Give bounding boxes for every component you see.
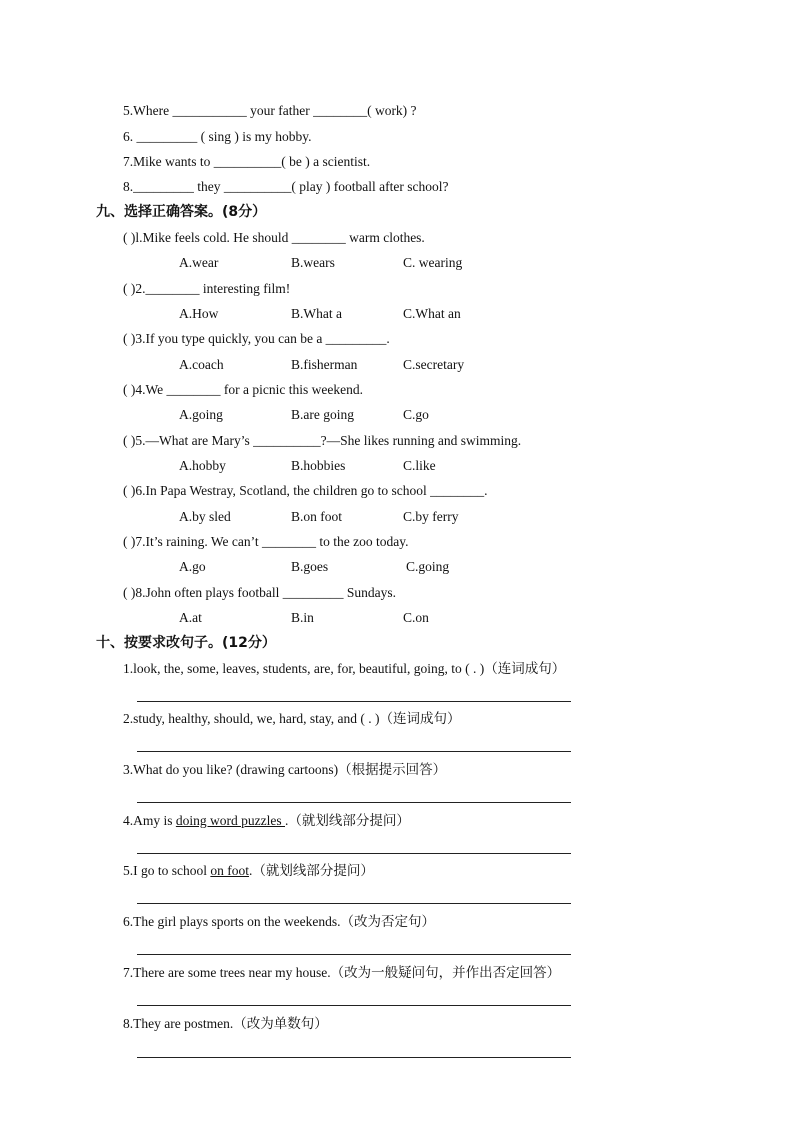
- choice-option-b: B.in: [291, 610, 314, 625]
- rewrite-instruction: .（就划线部分提问）: [249, 863, 374, 878]
- choice-option-c: C.secretary: [403, 357, 465, 372]
- rewrite-prompt: 6.The girl plays sports on the weekends.（改为否定句）: [123, 914, 435, 929]
- answer-line[interactable]: [137, 802, 571, 803]
- rewrite-instruction: .（就划线部分提问）: [285, 813, 410, 828]
- choice-option-a: A.go: [179, 559, 206, 574]
- rewrite-item-8: [123, 1015, 328, 1033]
- rewrite-item-4: [123, 812, 410, 830]
- answer-line[interactable]: [137, 751, 571, 752]
- rewrite-item-6: [123, 913, 435, 931]
- section-10-heading: 十、按要求改句子。(12分）: [96, 635, 276, 651]
- answer-line[interactable]: [137, 1005, 571, 1006]
- choice-option-b: B.wears: [291, 255, 335, 270]
- choice-option-c: C. wearing: [403, 255, 463, 270]
- rewrite-prompt: 5.I go to school: [123, 863, 211, 878]
- choice-question-6: ( )6.In Papa Westray, Scotland, the children go to school ________.: [123, 483, 488, 498]
- section-9-heading: 九、选择正确答案。(8分）: [96, 204, 267, 220]
- rewrite-item-7: [123, 964, 560, 982]
- choice-option-c: C.going: [406, 559, 450, 574]
- choice-question-5: ( )5.—What are Mary’s __________?—She likes running and swimming.: [123, 433, 522, 448]
- rewrite-item-1: [123, 660, 565, 678]
- rewrite-prompt: 7.There are some trees near my house.（改为一般疑问句，并作出否定回答）: [123, 965, 561, 980]
- choice-option-c: C.like: [403, 458, 436, 473]
- choice-option-a: A.How: [179, 306, 219, 321]
- rewrite-item-2: [123, 710, 460, 728]
- choice-question-4: ( )4.We ________ for a picnic this weekend.: [123, 382, 363, 397]
- rewrite-prompt: 3.What do you like? (drawing cartoons)（根据提示回答）: [123, 762, 447, 777]
- choice-question-7: ( )7.It’s raining. We can’t ________ to the zoo today.: [123, 534, 409, 549]
- choice-option-c: C.on: [403, 610, 429, 625]
- choice-question-3: ( )3.If you type quickly, you can be a _________.: [123, 331, 390, 346]
- choice-option-b: B.goes: [291, 559, 329, 574]
- choice-option-b: B.fisherman: [291, 357, 358, 372]
- choice-option-a: A.hobby: [179, 458, 226, 473]
- rewrite-prompt: 4.Amy is: [123, 813, 176, 828]
- rewrite-prompt: 1.look, the, some, leaves, students, are, for, beautiful, going, to ( . )（连词成句）: [123, 661, 566, 676]
- answer-line[interactable]: [137, 1057, 571, 1058]
- answer-line[interactable]: [137, 701, 571, 702]
- choice-question-8: ( )8.John often plays football _________ Sundays.: [123, 585, 396, 600]
- choice-option-b: B.What a: [291, 306, 342, 321]
- fill-in-item-7: 7.Mike wants to __________( be ) a scientist.: [123, 154, 371, 169]
- choice-question-1: ( )l.Mike feels cold. He should ________ warm clothes.: [123, 230, 425, 245]
- choice-option-b: B.on foot: [291, 509, 343, 524]
- choice-option-b: B.hobbies: [291, 458, 346, 473]
- choice-option-a: A.by sled: [179, 509, 231, 524]
- underlined-phrase: doing word puzzles: [175, 813, 285, 828]
- choice-option-c: C.by ferry: [403, 509, 459, 524]
- choice-option-c: C.go: [403, 407, 429, 422]
- choice-option-a: A.coach: [179, 357, 224, 372]
- choice-option-b: B.are going: [291, 407, 354, 422]
- choice-option-c: C.What an: [403, 306, 461, 321]
- fill-in-item-5: 5.Where ___________ your father ________( work) ?: [123, 103, 417, 118]
- choice-question-2: ( )2.________ interesting film!: [123, 281, 291, 296]
- choice-option-a: A.going: [179, 407, 223, 422]
- rewrite-prompt: 2.study, healthy, should, we, hard, stay, and ( . )（连词成句）: [123, 711, 461, 726]
- answer-line[interactable]: [137, 903, 571, 904]
- answer-line[interactable]: [137, 853, 571, 854]
- rewrite-prompt: 8.They are postmen.（改为单数句）: [123, 1016, 328, 1031]
- rewrite-item-3: [123, 761, 446, 779]
- choice-option-a: A.at: [179, 610, 202, 625]
- rewrite-item-5: [123, 862, 374, 880]
- underlined-phrase: on foot: [210, 863, 249, 878]
- fill-in-item-8: 8._________ they __________( play ) football after school?: [123, 179, 449, 194]
- answer-line[interactable]: [137, 954, 571, 955]
- fill-in-item-6: 6. _________ ( sing ) is my hobby.: [123, 129, 312, 144]
- choice-option-a: A.wear: [179, 255, 219, 270]
